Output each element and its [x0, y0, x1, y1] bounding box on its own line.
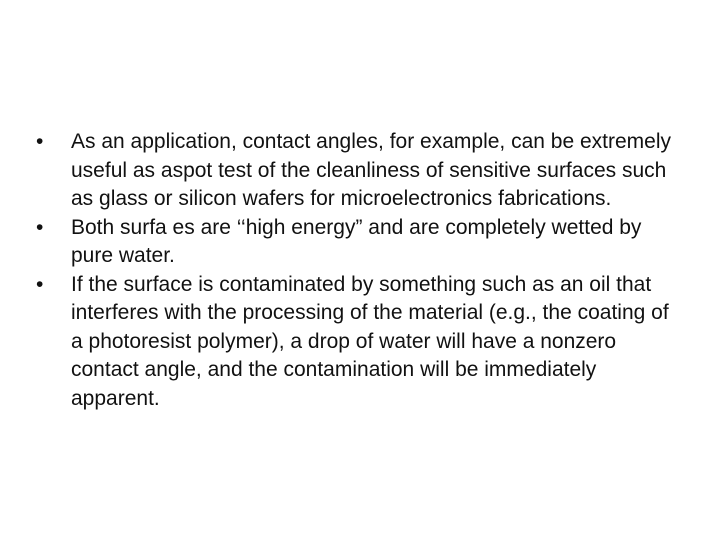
- bullet-icon: •: [36, 215, 44, 239]
- bullet-item: [36, 214, 686, 271]
- bullet-item: [36, 128, 686, 214]
- bullet-icon: •: [36, 272, 44, 296]
- bullet-item: [36, 271, 686, 414]
- bullet-text: As an application, contact angles, for example, can be extremely useful as aspot test of the cleanliness of sensitive surfaces such as glass or silicon wafers for microelectronics fabrications.: [71, 130, 671, 210]
- bullet-text: Both surfa es are ‘‘high energy” and are completely wetted by pure water.: [71, 215, 642, 267]
- bullet-icon: •: [36, 130, 44, 153]
- bullet-list: [36, 128, 686, 413]
- bullet-text: If the surface is contaminated by something such as an oil that interferes with the processing of the material (e.g., the coating of a photoresist polymer), a drop of water will have a nonzero contact angle, and the contamination will be immediately apparent.: [71, 272, 669, 410]
